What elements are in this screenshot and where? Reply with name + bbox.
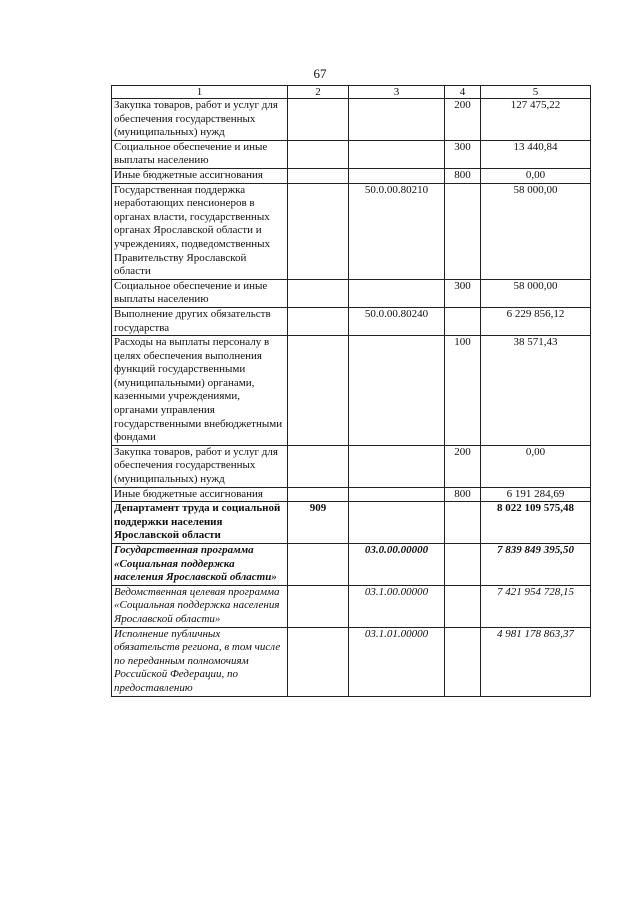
amount-cell: 38 571,43 — [481, 336, 591, 446]
amount-cell: 4 981 178 863,37 — [481, 627, 591, 696]
amount-cell: 7 421 954 728,15 — [481, 585, 591, 627]
item-name-cell: Департамент труда и социальной поддержки населения Ярославской области — [112, 502, 288, 544]
expense-type-cell: 200 — [445, 99, 481, 141]
item-name-cell: Ведомственная целевая программа «Социальная поддержка населения Ярославской области» — [112, 585, 288, 627]
table-row — [112, 307, 591, 335]
item-name-cell: Выполнение других обязательств государства — [112, 307, 288, 335]
expense-type-cell — [445, 627, 481, 696]
department-code-cell — [288, 336, 349, 446]
table-row — [112, 168, 591, 183]
amount-cell: 6 191 284,69 — [481, 487, 591, 502]
expense-type-cell: 200 — [445, 445, 481, 487]
item-name-cell: Исполнение публичных обязательств региона, в том числе по переданным полномочиям Российской Федерации, по предоставлению — [112, 627, 288, 696]
amount-cell: 6 229 856,12 — [481, 307, 591, 335]
table-row — [112, 502, 591, 544]
table-row — [112, 99, 591, 141]
program-code-cell — [349, 502, 445, 544]
program-code-cell: 03.1.00.00000 — [349, 585, 445, 627]
item-name-cell: Социальное обеспечение и иные выплаты населению — [112, 279, 288, 307]
program-code-cell — [349, 487, 445, 502]
department-code-cell — [288, 627, 349, 696]
expense-type-cell — [445, 585, 481, 627]
header-cell-2: 2 — [288, 86, 349, 99]
department-code-cell — [288, 168, 349, 183]
expense-type-cell: 300 — [445, 140, 481, 168]
expense-type-cell: 800 — [445, 168, 481, 183]
program-code-cell: 50.0.00.80210 — [349, 183, 445, 279]
budget-table — [111, 85, 591, 697]
header-cell-3: 3 — [349, 86, 445, 99]
item-name-cell: Закупка товаров, работ и услуг для обеспечения государственных (муниципальных) нужд — [112, 445, 288, 487]
department-code-cell — [288, 279, 349, 307]
program-code-cell — [349, 445, 445, 487]
amount-cell: 8 022 109 575,48 — [481, 502, 591, 544]
table-row — [112, 487, 591, 502]
table-row — [112, 279, 591, 307]
table-row — [112, 627, 591, 696]
table-row — [112, 183, 591, 279]
table-row — [112, 336, 591, 446]
program-code-cell — [349, 336, 445, 446]
header-cell-1: 1 — [112, 86, 288, 99]
amount-cell: 0,00 — [481, 168, 591, 183]
item-name-cell: Иные бюджетные ассигнования — [112, 487, 288, 502]
amount-cell: 7 839 849 395,50 — [481, 544, 591, 586]
program-code-cell — [349, 279, 445, 307]
amount-cell: 58 000,00 — [481, 279, 591, 307]
item-name-cell: Государственная программа «Социальная поддержка населения Ярославской области» — [112, 544, 288, 586]
program-code-cell — [349, 168, 445, 183]
program-code-cell: 50.0.00.80240 — [349, 307, 445, 335]
department-code-cell — [288, 544, 349, 586]
item-name-cell: Государственная поддержка неработающих пенсионеров в органах власти, государственных органах Ярославской области и учреждениях, подведомственных Правительству Ярославской области — [112, 183, 288, 279]
item-name-cell: Иные бюджетные ассигнования — [112, 168, 288, 183]
expense-type-cell: 100 — [445, 336, 481, 446]
table-header-row — [112, 86, 591, 99]
department-code-cell — [288, 445, 349, 487]
table-row — [112, 140, 591, 168]
department-code-cell — [288, 307, 349, 335]
amount-cell: 58 000,00 — [481, 183, 591, 279]
program-code-cell — [349, 140, 445, 168]
expense-type-cell — [445, 544, 481, 586]
item-name-cell: Социальное обеспечение и иные выплаты населению — [112, 140, 288, 168]
department-code-cell: 909 — [288, 502, 349, 544]
department-code-cell — [288, 140, 349, 168]
amount-cell: 0,00 — [481, 445, 591, 487]
expense-type-cell: 800 — [445, 487, 481, 502]
table-row — [112, 544, 591, 586]
item-name-cell: Расходы на выплаты персоналу в целях обеспечения выполнения функций государственными (муниципальными) органами, казенными учреждениями, органами управления государственными внебюджетными фондами — [112, 336, 288, 446]
program-code-cell — [349, 99, 445, 141]
table-row — [112, 445, 591, 487]
amount-cell: 13 440,84 — [481, 140, 591, 168]
department-code-cell — [288, 183, 349, 279]
program-code-cell: 03.0.00.00000 — [349, 544, 445, 586]
header-cell-4: 4 — [445, 86, 481, 99]
amount-cell: 127 475,22 — [481, 99, 591, 141]
expense-type-cell — [445, 307, 481, 335]
page-number: 67 — [313, 66, 327, 81]
expense-type-cell — [445, 183, 481, 279]
header-cell-5: 5 — [481, 86, 591, 99]
department-code-cell — [288, 487, 349, 502]
table-row — [112, 585, 591, 627]
expense-type-cell — [445, 502, 481, 544]
expense-type-cell: 300 — [445, 279, 481, 307]
department-code-cell — [288, 585, 349, 627]
item-name-cell: Закупка товаров, работ и услуг для обеспечения государственных (муниципальных) нужд — [112, 99, 288, 141]
department-code-cell — [288, 99, 349, 141]
program-code-cell: 03.1.01.00000 — [349, 627, 445, 696]
